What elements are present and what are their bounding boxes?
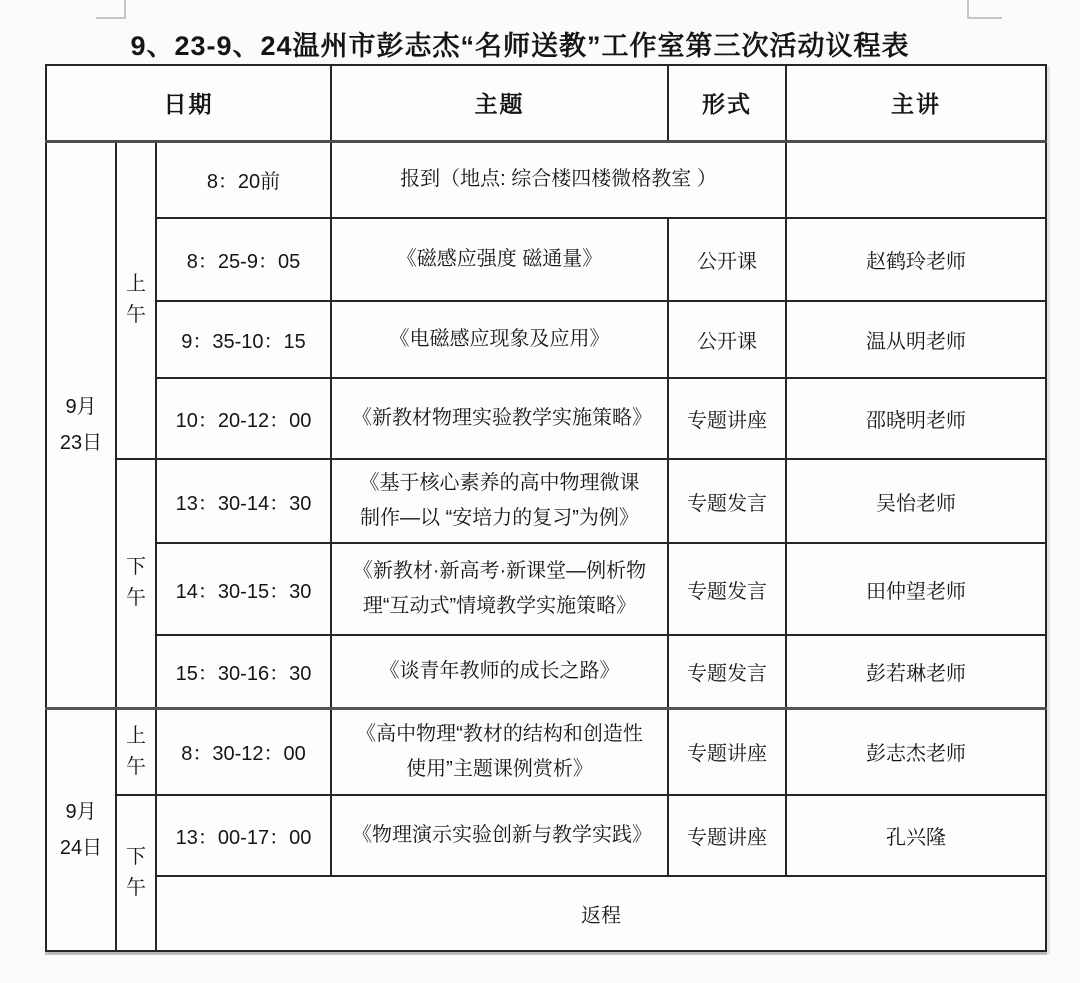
topic-cell: 《高中物理“教材的结构和创造性使用”主题课例赏析》: [331, 708, 668, 795]
time-cell: 13：00-17：00: [156, 795, 331, 876]
speaker-cell: 田仲望老师: [786, 543, 1046, 635]
table-row: [46, 876, 1046, 951]
time-cell: 9：35-10：15: [156, 301, 331, 378]
period-cell-day1-pm: 下午: [116, 459, 156, 708]
format-cell: 专题讲座: [668, 378, 786, 459]
date-cell-day1: 9月23日: [46, 141, 116, 708]
table-row: [46, 378, 1046, 459]
topic-cell: 《新教材·新高考·新课堂—例析物理“互动式”情境教学实施策略》: [331, 543, 668, 635]
header-row: [46, 65, 1046, 141]
table-row: [46, 301, 1046, 378]
topic-cell: 《新教材物理实验教学实施策略》: [331, 378, 668, 459]
header-date: 日期: [46, 65, 331, 141]
period-cell-day2-am: 上午: [116, 708, 156, 795]
topic-cell: 《电磁感应现象及应用》: [331, 301, 668, 378]
time-cell: 14：30-15：30: [156, 543, 331, 635]
topic-cell: 《磁感应强度 磁通量》: [331, 218, 668, 301]
speaker-cell: 赵鹤玲老师: [786, 218, 1046, 301]
table-row: [46, 635, 1046, 708]
header-topic: 主题: [331, 65, 668, 141]
speaker-cell: 孔兴隆: [786, 795, 1046, 876]
format-cell: 公开课: [668, 218, 786, 301]
table-row: [46, 795, 1046, 876]
time-cell: 8：25-9：05: [156, 218, 331, 301]
speaker-cell: [786, 141, 1046, 218]
format-cell: 公开课: [668, 301, 786, 378]
format-cell: 专题讲座: [668, 708, 786, 795]
header-speaker: 主讲: [786, 65, 1046, 141]
header-format: 形式: [668, 65, 786, 141]
time-cell: 10：20-12：00: [156, 378, 331, 459]
speaker-cell: 彭志杰老师: [786, 708, 1046, 795]
time-cell: 8：20前: [156, 141, 331, 218]
table-row: [46, 708, 1046, 795]
time-cell: 8：30-12：00: [156, 708, 331, 795]
agenda-table: [45, 64, 1047, 952]
topic-cell: 报到（地点: 综合楼四楼微格教室 ）: [331, 141, 786, 218]
topic-cell: 《基于核心素养的高中物理微课制作—以 “安培力的复习”为例》: [331, 459, 668, 543]
period-cell-day1-am: 上午: [116, 141, 156, 459]
format-cell: 专题发言: [668, 635, 786, 708]
time-cell: 15：30-16：30: [156, 635, 331, 708]
speaker-cell: 温从明老师: [786, 301, 1046, 378]
topic-cell: 《谈青年教师的成长之路》: [331, 635, 668, 708]
topic-cell: 《物理演示实验创新与教学实践》: [331, 795, 668, 876]
speaker-cell: 吴怡老师: [786, 459, 1046, 543]
crop-mark-top-left-icon: [96, 0, 126, 19]
format-cell: 专题发言: [668, 459, 786, 543]
page-title: 9、23-9、24温州市彭志杰“名师送教”工作室第三次活动议程表: [130, 31, 910, 61]
table-row: [46, 543, 1046, 635]
time-cell: 13：30-14：30: [156, 459, 331, 543]
crop-mark-top-right-icon: [967, 0, 1002, 19]
table-row: [46, 459, 1046, 543]
date-cell-day2: 9月24日: [46, 708, 116, 951]
return-trip-cell: 返程: [156, 876, 1046, 951]
table-row: [46, 141, 1046, 218]
speaker-cell: 彭若琳老师: [786, 635, 1046, 708]
format-cell: 专题讲座: [668, 795, 786, 876]
speaker-cell: 邵晓明老师: [786, 378, 1046, 459]
table-row: [46, 218, 1046, 301]
format-cell: 专题发言: [668, 543, 786, 635]
period-cell-day2-pm: 下午: [116, 795, 156, 951]
